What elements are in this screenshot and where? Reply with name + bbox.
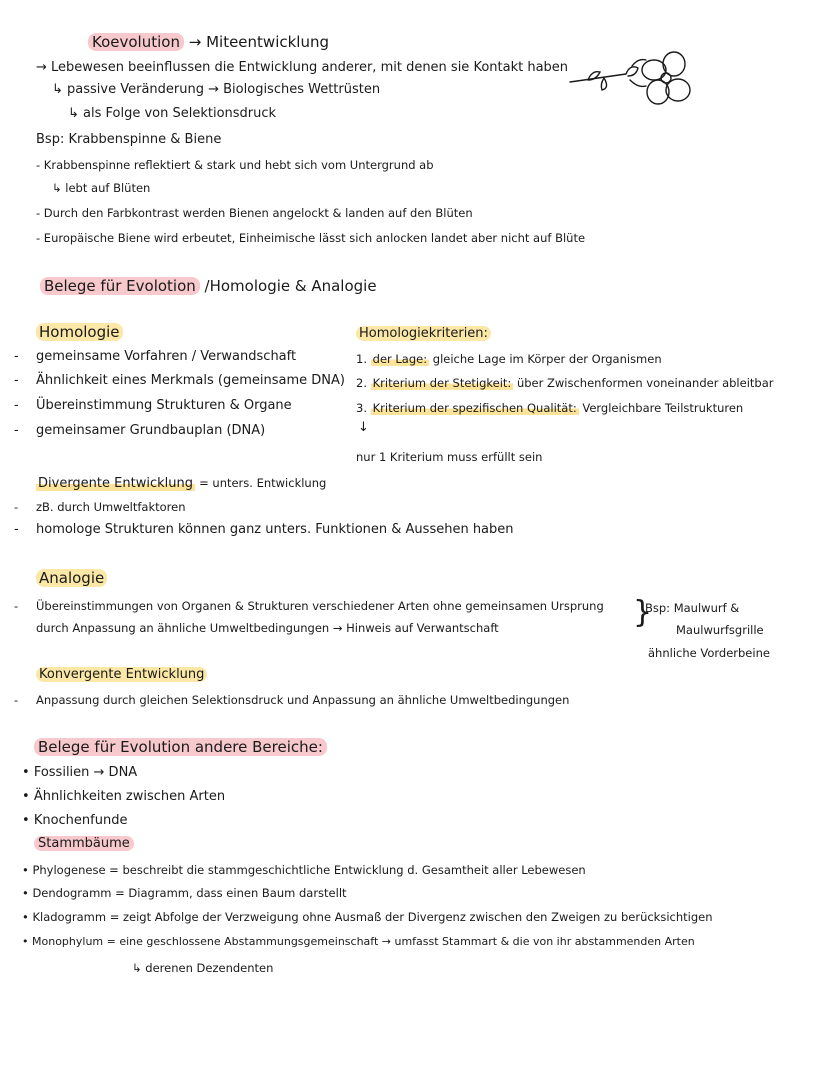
stammbaeume-title: Stammbäume <box>34 836 134 852</box>
analogie-example-2: Maulwurfsgrille <box>676 623 764 637</box>
koevolution-example-1b: ↳ lebt auf Blüten <box>52 181 151 195</box>
belege-heading: Belege für Evolotion /Homologie & Analogie <box>40 278 377 294</box>
koevolution-title: Koevolution → Miteentwicklung <box>88 34 329 50</box>
stammbaeume-item: • Kladogramm = zeigt Abfolge der Verzweigung ohne Ausmaß der Divergenz zwischen den Zweigen zu berücksichtigen <box>22 910 713 924</box>
konvergent-title: Konvergente Entwicklung <box>36 667 207 683</box>
koevolution-example-title: Bsp: Krabbenspinne & Biene <box>36 132 222 147</box>
analogie-line-2: durch Anpassung an ähnliche Umweltbedingungen → Hinweis auf Verwantschaft <box>36 621 499 635</box>
koevolution-example-3: - Europäische Biene wird erbeutet, Einheimische lässt sich anlocken landet aber nicht auf Blüte <box>36 231 586 245</box>
konvergent-item: - Anpassung durch gleichen Selektionsdruck und Anpassung an ähnliche Umweltbedingungen <box>36 692 569 708</box>
homologie-item: - Übereinstimmung Strukturen & Organe <box>36 398 292 414</box>
andere-title: Belege für Evolution andere Bereiche: <box>34 739 327 755</box>
analogie-example-3: ähnliche Vorderbeine <box>648 646 770 660</box>
koevolution-line-2: ↳ passive Veränderung → Biologisches Wettrüsten <box>52 82 381 97</box>
divergent-title: Divergente Entwicklung = unters. Entwicklung <box>38 476 327 491</box>
kriterium-1: 1. der Lage: gleiche Lage im Körper der Organismen <box>356 352 662 366</box>
stammbaeume-sub: ↳ derenen Dezendenten <box>132 961 274 975</box>
analogie-title: Analogie <box>36 570 107 586</box>
kriterien-title: Homologiekriterien: <box>356 326 491 342</box>
homologie-item: - Ähnlichkeit eines Merkmals (gemeinsame DNA) <box>36 373 345 389</box>
stammbaeume-item: • Phylogenese = beschreibt die stammgeschichtliche Entwicklung d. Gesamtheit aller Lebewesen <box>22 863 586 877</box>
stammbaeume-item: • Dendogramm = Diagramm, dass einen Baum darstellt <box>22 886 347 900</box>
divergent-item: - zB. durch Umweltfaktoren <box>36 499 186 515</box>
kriterium-2: 2. Kriterium der Stetigkeit: über Zwischenformen voneinander ableitbar <box>356 376 774 390</box>
andere-item: • Fossilien → DNA <box>22 765 138 780</box>
homologie-item: - gemeinsame Vorfahren / Verwandschaft <box>36 349 296 365</box>
stammbaeume-item: • Monophylum = eine geschlossene Abstammungsgemeinschaft → umfasst Stammart & die von ihr abstammenden Arten <box>22 935 695 948</box>
koevolution-example-1: - Krabbenspinne reflektiert & stark und hebt sich vom Untergrund ab <box>36 158 434 172</box>
kriterien-note: nur 1 Kriterium muss erfüllt sein <box>356 450 543 464</box>
koevolution-line-1: → Lebewesen beeinflussen die Entwicklung anderer, mit denen sie Kontakt haben <box>36 60 569 75</box>
koevolution-line-3: ↳ als Folge von Selektionsdruck <box>68 106 277 121</box>
kriterium-3: 3. Kriterium der spezifischen Qualität: Vergleichbare Teilstrukturen <box>356 401 744 415</box>
analogie-line-1: - Übereinstimmungen von Organen & Strukturen verschiedener Arten ohne gemeinsamen Ursprung <box>36 598 604 614</box>
analogie-brace: } <box>633 595 653 630</box>
flower-doodle-icon <box>568 44 698 119</box>
kriterien-arrow: ↓ <box>358 420 369 435</box>
divergent-item: - homologe Strukturen können ganz unters. Funktionen & Aussehen haben <box>36 522 514 538</box>
homologie-item: - gemeinsamer Grundbauplan (DNA) <box>36 423 265 439</box>
koevolution-example-2: - Durch den Farbkontrast werden Bienen angelockt & landen auf den Blüten <box>36 206 473 220</box>
andere-item: • Ähnlichkeiten zwischen Arten <box>22 789 226 804</box>
homologie-title: Homologie <box>36 324 123 340</box>
andere-item: • Knochenfunde <box>22 813 128 828</box>
analogie-example-1: Bsp: Maulwurf & <box>645 601 740 615</box>
